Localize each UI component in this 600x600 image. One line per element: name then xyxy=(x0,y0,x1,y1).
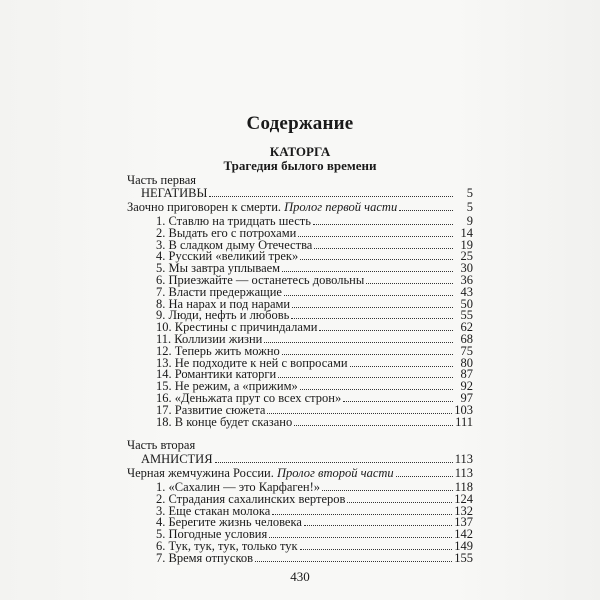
leader-dots xyxy=(347,492,452,503)
toc-entry-page: 118 xyxy=(454,480,473,494)
leader-dots xyxy=(366,273,453,284)
toc-entry-title: 3. В сладком дыму Отечества xyxy=(156,237,313,252)
toc-entry-title: 12. Теперь жить можно xyxy=(156,343,280,358)
toc-entry-page: 137 xyxy=(454,515,473,530)
leader-dots xyxy=(294,415,453,426)
toc-entry-title: 2. Страдания сахалинских вертеров xyxy=(156,491,346,506)
toc-entry-page: 92 xyxy=(460,379,473,394)
leader-dots xyxy=(396,466,453,477)
toc-entry[interactable] xyxy=(156,551,473,565)
toc-entry-page: 36 xyxy=(460,273,473,287)
leader-dots xyxy=(322,480,453,491)
toc-entry-title: 10. Крестины с причиндалами xyxy=(156,320,318,335)
part2-prologue-page: 113 xyxy=(454,466,473,480)
toc-entry-page: 43 xyxy=(460,284,473,299)
toc-entry-title: 11. Коллизии жизни xyxy=(156,332,263,346)
leader-dots xyxy=(272,504,452,515)
toc-entry-title: 5. Мы завтра уплываем xyxy=(156,261,281,276)
part1-name: НЕГАТИВЫ xyxy=(141,186,208,200)
toc-entry-title: 16. «Деньжата прут со всех строн» xyxy=(156,391,342,405)
leader-dots xyxy=(292,297,453,308)
leader-dots xyxy=(343,391,453,402)
page-title: Содержание xyxy=(246,113,354,134)
leader-dots xyxy=(350,356,453,367)
leader-dots xyxy=(282,261,453,272)
leader-dots xyxy=(300,539,453,550)
part2-name: АМНИСТИЯ xyxy=(141,452,213,466)
toc-entry-page: 142 xyxy=(454,527,473,542)
toc-entry-page: 68 xyxy=(460,332,473,346)
part2-prologue-row[interactable] xyxy=(127,466,473,480)
toc-entry-page: 97 xyxy=(460,391,473,405)
leader-dots xyxy=(215,452,453,463)
toc-entry-title: 1. «Сахалин — это Карфаген!» xyxy=(156,480,321,494)
toc-entry-page: 80 xyxy=(460,355,473,370)
toc-entry-title: 17. Развитие сюжета xyxy=(156,402,266,417)
leader-dots xyxy=(314,238,453,249)
toc-entry-title: 6. Тук, тук, тук, только тук xyxy=(156,539,298,553)
toc-entry-title: 1. Ставлю на тридцать шесть xyxy=(156,214,311,228)
toc-entry-page: 111 xyxy=(455,414,473,429)
toc-entry-title: 6. Приезжайте — останетесь довольны xyxy=(156,273,365,287)
leader-dots xyxy=(264,332,453,343)
leader-dots xyxy=(300,379,453,390)
leader-dots xyxy=(267,403,452,414)
toc-entry-title: 18. В конце будет сказано xyxy=(156,414,293,429)
leader-dots xyxy=(284,285,453,296)
part1-prologue-page: 5 xyxy=(466,200,473,214)
leader-dots xyxy=(255,551,452,562)
leader-dots xyxy=(282,344,453,355)
leader-dots xyxy=(278,367,453,378)
toc-entry-page: 19 xyxy=(460,237,473,252)
toc-entry-page: 124 xyxy=(454,491,473,506)
toc-entry-page: 9 xyxy=(466,214,473,228)
part1-name-row[interactable] xyxy=(141,186,473,200)
leader-dots xyxy=(209,186,453,197)
leader-dots xyxy=(291,308,453,319)
section-subtitle: Трагедия былого времени xyxy=(223,158,377,173)
leader-dots xyxy=(304,515,452,526)
toc-entry-title: 2. Выдать его с потрохами xyxy=(156,225,297,240)
toc-entry-title: 14. Романтики каторги xyxy=(156,367,277,382)
toc-entry-page: 62 xyxy=(460,320,473,335)
toc-entry-page: 25 xyxy=(460,249,473,264)
part1-name-page: 5 xyxy=(466,186,473,200)
toc-entry-page: 50 xyxy=(460,296,473,311)
part1-prologue-title: Заочно приговорен к смерти. Пролог первой части xyxy=(127,200,398,214)
section-title: КАТОРГА xyxy=(269,144,331,159)
leader-dots xyxy=(269,527,452,538)
leader-dots xyxy=(313,214,453,225)
leader-dots xyxy=(319,320,453,331)
part2-name-row[interactable] xyxy=(141,452,473,466)
part1-prologue-row[interactable] xyxy=(127,200,473,214)
toc-entry-title: 4. Берегите жизнь человека xyxy=(156,515,302,530)
leader-dots xyxy=(300,249,453,260)
toc-entry-title: 8. На нарах и под нарами xyxy=(156,296,291,311)
part2-prologue-title: Черная жемчужина России. Пролог второй части xyxy=(127,466,394,480)
toc-entry-page: 14 xyxy=(460,225,473,240)
toc-entry-page: 75 xyxy=(460,343,473,358)
toc-entry-page: 103 xyxy=(454,402,473,417)
toc-entry-title: 7. Власти предержащие xyxy=(156,284,282,299)
toc-entry-page: 149 xyxy=(454,539,473,553)
leader-dots xyxy=(399,200,453,211)
toc-entry-title: 3. Еще стакан молока xyxy=(156,503,271,518)
toc-entry-page: 30 xyxy=(460,261,473,276)
page-number: 430 xyxy=(290,569,310,584)
part2-name-page: 113 xyxy=(454,452,473,466)
toc-entry-page: 55 xyxy=(460,308,473,323)
toc-entry-title: 4. Русский «великий трек» xyxy=(156,249,299,264)
leader-dots xyxy=(298,226,453,237)
toc-entry-page: 87 xyxy=(460,367,473,382)
part1-label: Часть первая xyxy=(127,173,197,187)
part2-label: Часть вторая xyxy=(127,438,196,452)
toc-entry-title: 13. Не подходите к ней с вопросами xyxy=(156,355,348,370)
toc-entry[interactable] xyxy=(156,415,473,429)
toc-entry-title: 7. Время отпусков xyxy=(156,550,254,565)
toc-entry-title: 9. Люди, нефть и любовь xyxy=(156,308,290,323)
toc-entry-title: 5. Погодные условия xyxy=(156,527,268,542)
toc-entry-page: 155 xyxy=(454,550,473,565)
toc-entry-page: 132 xyxy=(454,503,473,518)
toc-entry-title: 15. Не режим, а «прижим» xyxy=(156,379,298,394)
